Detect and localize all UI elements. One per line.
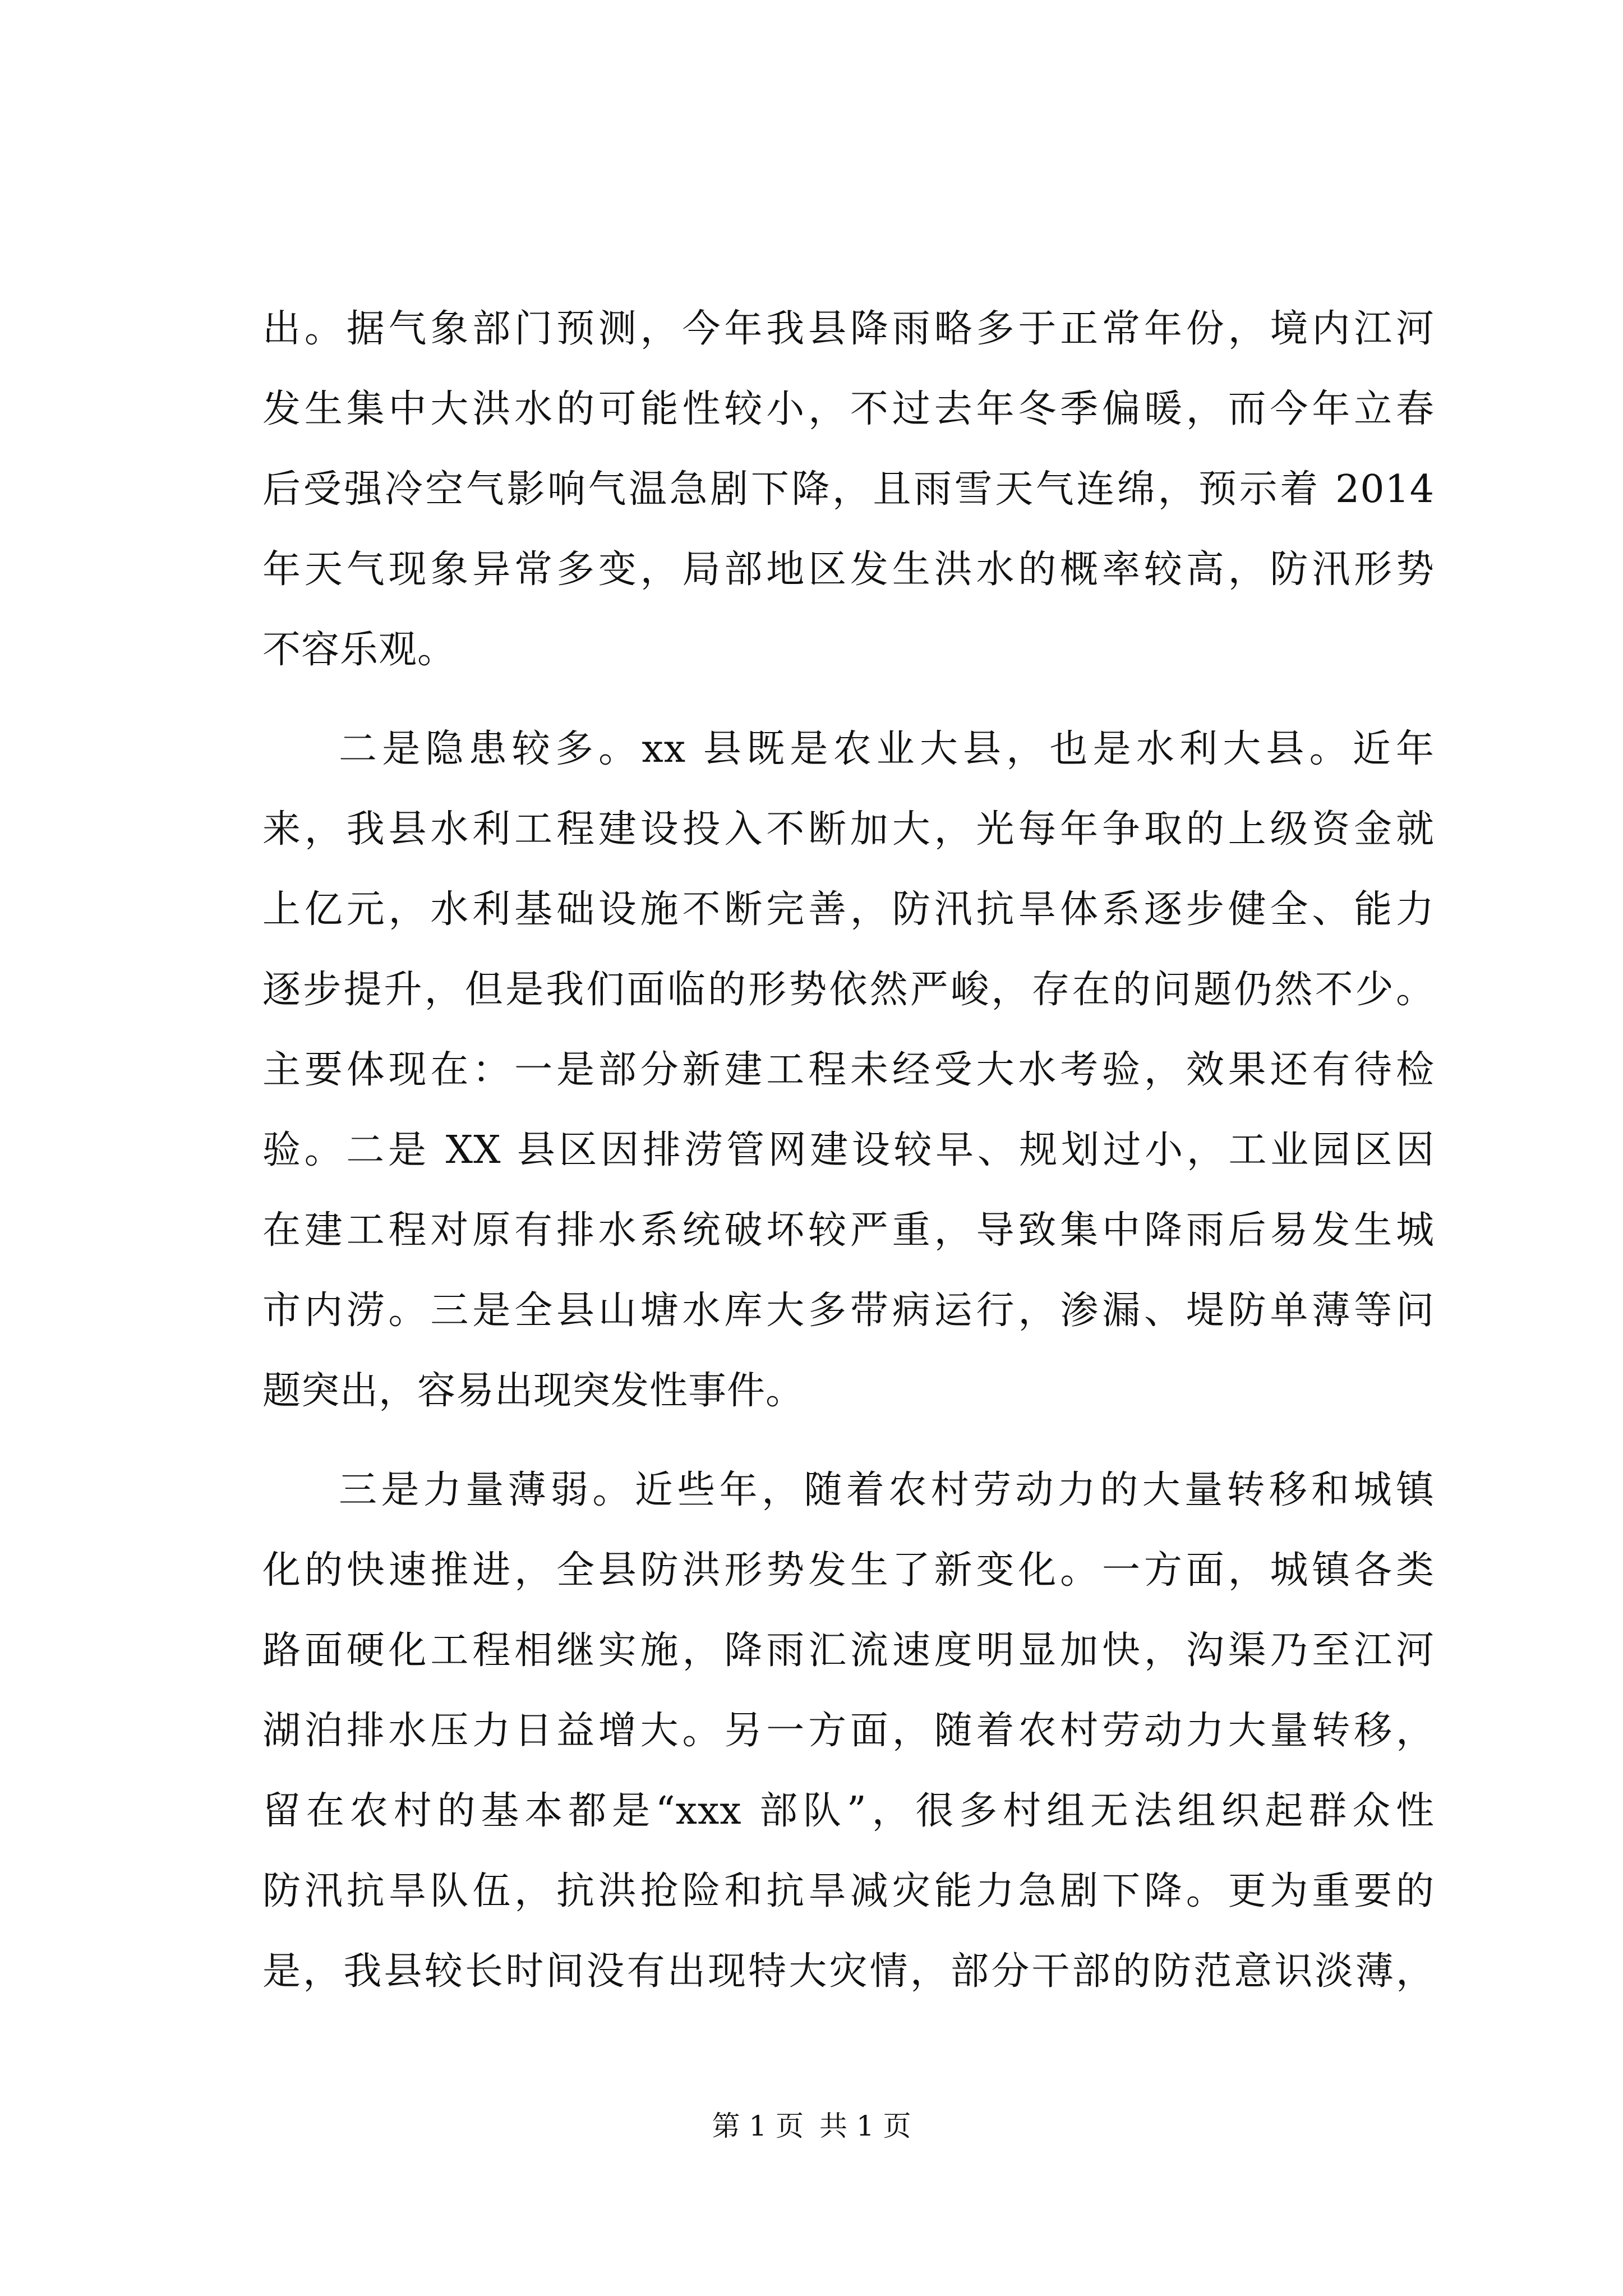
text-line: 出。据气象部门预测，今年我县降雨略多于正常年份，境内江河 bbox=[262, 307, 1435, 351]
text-line: 不容乐观。 bbox=[262, 628, 457, 672]
text-line: 是，我县较长时间没有出现特大灾情，部分干部的防范意识淡薄， bbox=[262, 1949, 1435, 1994]
page-total: 共 1 页 bbox=[819, 2110, 911, 2142]
text-line: 年天气现象异常多变，局部地区发生洪水的概率较高，防汛形势 bbox=[262, 547, 1435, 592]
text-line: 后受强冷空气影响气温急剧下降，且雨雪天气连绵，预示着 2014 bbox=[262, 467, 1435, 512]
text-line: 发生集中大洪水的可能性较小，不过去年冬季偏暖，而今年立春 bbox=[262, 387, 1435, 431]
text-line: 三是力量薄弱。近些年，随着农村劳动力的大量转移和城镇 bbox=[339, 1468, 1435, 1512]
text-line: 路面硬化工程相继实施，降雨汇流速度明显加快，沟渠乃至江河 bbox=[262, 1628, 1435, 1673]
text-line: 逐步提升，但是我们面临的形势依然严峻，存在的问题仍然不少。 bbox=[262, 968, 1435, 1012]
text-line: 化的快速推进，全县防洪形势发生了新变化。一方面，城镇各类 bbox=[262, 1548, 1435, 1593]
text-line: 湖泊排水压力日益增大。另一方面，随着农村劳动力大量转移， bbox=[262, 1709, 1435, 1753]
text-line: 验。二是 XX 县区因排涝管网建设较早、规划过小，工业园区因 bbox=[262, 1128, 1435, 1172]
page-footer bbox=[0, 2106, 1623, 2146]
text-line: 防汛抗旱队伍，抗洪抢险和抗旱减灾能力急剧下降。更为重要的 bbox=[262, 1869, 1435, 1913]
text-line: 在建工程对原有排水系统破坏较严重，导致集中降雨后易发生城 bbox=[262, 1208, 1435, 1253]
text-line: 来，我县水利工程建设投入不断加大，光每年争取的上级资金就 bbox=[262, 807, 1435, 852]
text-line: 市内涝。三是全县山塘水库大多带病运行，渗漏、堤防单薄等问 bbox=[262, 1289, 1435, 1333]
text-line: 留在农村的基本都是“xxx 部队”，很多村组无法组织起群众性 bbox=[262, 1789, 1435, 1833]
text-line: 主要体现在：一是部分新建工程未经受大水考验，效果还有待检 bbox=[262, 1048, 1435, 1092]
text-line: 上亿元，水利基础设施不断完善，防汛抗旱体系逐步健全、能力 bbox=[262, 887, 1435, 932]
page-number: 第 1 页 bbox=[712, 2110, 804, 2142]
text-line: 二是隐患较多。xx 县既是农业大县，也是水利大县。近年 bbox=[339, 727, 1435, 771]
text-line: 题突出，容易出现突发性事件。 bbox=[262, 1369, 805, 1413]
